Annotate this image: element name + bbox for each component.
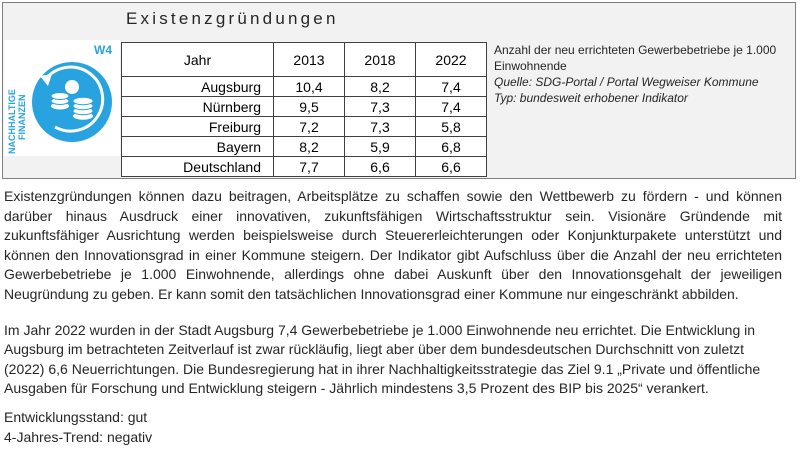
cell-2018: 5,9 <box>345 137 416 157</box>
cell-2022: 5,8 <box>416 117 487 137</box>
indicator-info <box>494 42 784 106</box>
indicator-description: Anzahl der neu errichteten Gewerbebetriebe je 1.000 Einwohnende <box>494 43 777 73</box>
table-row <box>122 137 487 157</box>
logo-label-line1: NACHHALTIGE <box>7 89 17 154</box>
cell-2018: 7,3 <box>345 97 416 117</box>
cell-2013: 10,4 <box>274 77 345 97</box>
row-name: Deutschland <box>122 157 274 177</box>
status-line: Entwicklungsstand: gut <box>4 408 148 425</box>
row-name: Nürnberg <box>122 97 274 117</box>
col-header-2022: 2022 <box>416 43 487 77</box>
row-name: Freiburg <box>122 117 274 137</box>
table-row <box>122 77 487 97</box>
paragraph-intro: Existenzgründungen können dazu beitragen, Arbeitsplätze zu schaffen sowie den Wettbewerb zu fördern - und können darüber hinaus Ausdruck einer innovativen, zukunftsfähigen Wirtschaftsstruktur sein. Visionäre Gründende mit zukunftsfähiger Ausrichtung werden beispielsweise durch Steuererleichterungen oder Konjunkturpakete unterstützt und können den Innovationsgrad in einer Kommune steigern. Der Indikator gibt Aufschluss über die Anzahl der neu errichteten Gewerbebetriebe je 1.000 Einwohnende, allerdings ohne dabei Auskunft über den Innovationsgehalt der jeweiligen Neugründung zu geben. Er kann somit den tatsächlichen Innovationsgrad einer Kommune nur eingeschränkt abbilden. <box>4 188 782 302</box>
indicator-source: Quelle: SDG-Portal / Portal Wegweiser Kommune <box>494 75 759 89</box>
row-name: Augsburg <box>122 77 274 97</box>
table-row <box>122 117 487 137</box>
indicator-type: Typ: bundesweit erhobener Indikator <box>494 91 688 105</box>
page-title: Existenzgründungen <box>126 9 339 28</box>
cell-2013: 9,5 <box>274 97 345 117</box>
logo-badge: W4 <box>94 43 112 57</box>
table-row <box>122 157 487 177</box>
cell-2013: 7,2 <box>274 117 345 137</box>
col-header-2013: 2013 <box>274 43 345 77</box>
cell-2022: 6,6 <box>416 157 487 177</box>
trend-line: 4-Jahres-Trend: negativ <box>4 428 153 445</box>
cell-2018: 7,3 <box>345 117 416 137</box>
col-header-2018: 2018 <box>345 43 416 77</box>
cell-2022: 6,8 <box>416 137 487 157</box>
logo-label-line2: FINANZEN <box>17 94 27 140</box>
table-header-row <box>122 43 487 77</box>
body-text <box>4 187 782 447</box>
paragraph-analysis: Im Jahr 2022 wurden in der Stadt Augsburg 7,4 Gewerbebetriebe je 1.000 Einwohnende neu errichtet. Die Entwicklung in Augsburg im betrachteten Zeitverlauf ist zwar rückläufig, liegt aber über dem bundesdeutschen Durchschnitt von zuletzt (2022) 6,6 Neuerrichtungen. Die Bundesregierung hat in ihrer Nachhaltigkeitsstrategie das Ziel 9.1 „Private und öffentliche Ausgaben für Forschung und Entwicklung steigern - Jährlich mindestens 3,5 Prozent des BIP bis 2025“ verankert. <box>4 321 761 397</box>
cell-2022: 7,4 <box>416 97 487 117</box>
cell-2013: 8,2 <box>274 137 345 157</box>
logo-label <box>4 42 30 156</box>
table-row <box>122 97 487 117</box>
cell-2018: 8,2 <box>345 77 416 97</box>
cell-2018: 6,6 <box>345 157 416 177</box>
cell-2013: 7,7 <box>274 157 345 177</box>
row-name: Bayern <box>122 137 274 157</box>
indicator-table <box>121 42 487 177</box>
col-header-jahr: Jahr <box>122 43 274 77</box>
sdg-finance-logo <box>4 40 120 156</box>
coins-growth-icon <box>28 40 120 156</box>
cell-2022: 7,4 <box>416 77 487 97</box>
